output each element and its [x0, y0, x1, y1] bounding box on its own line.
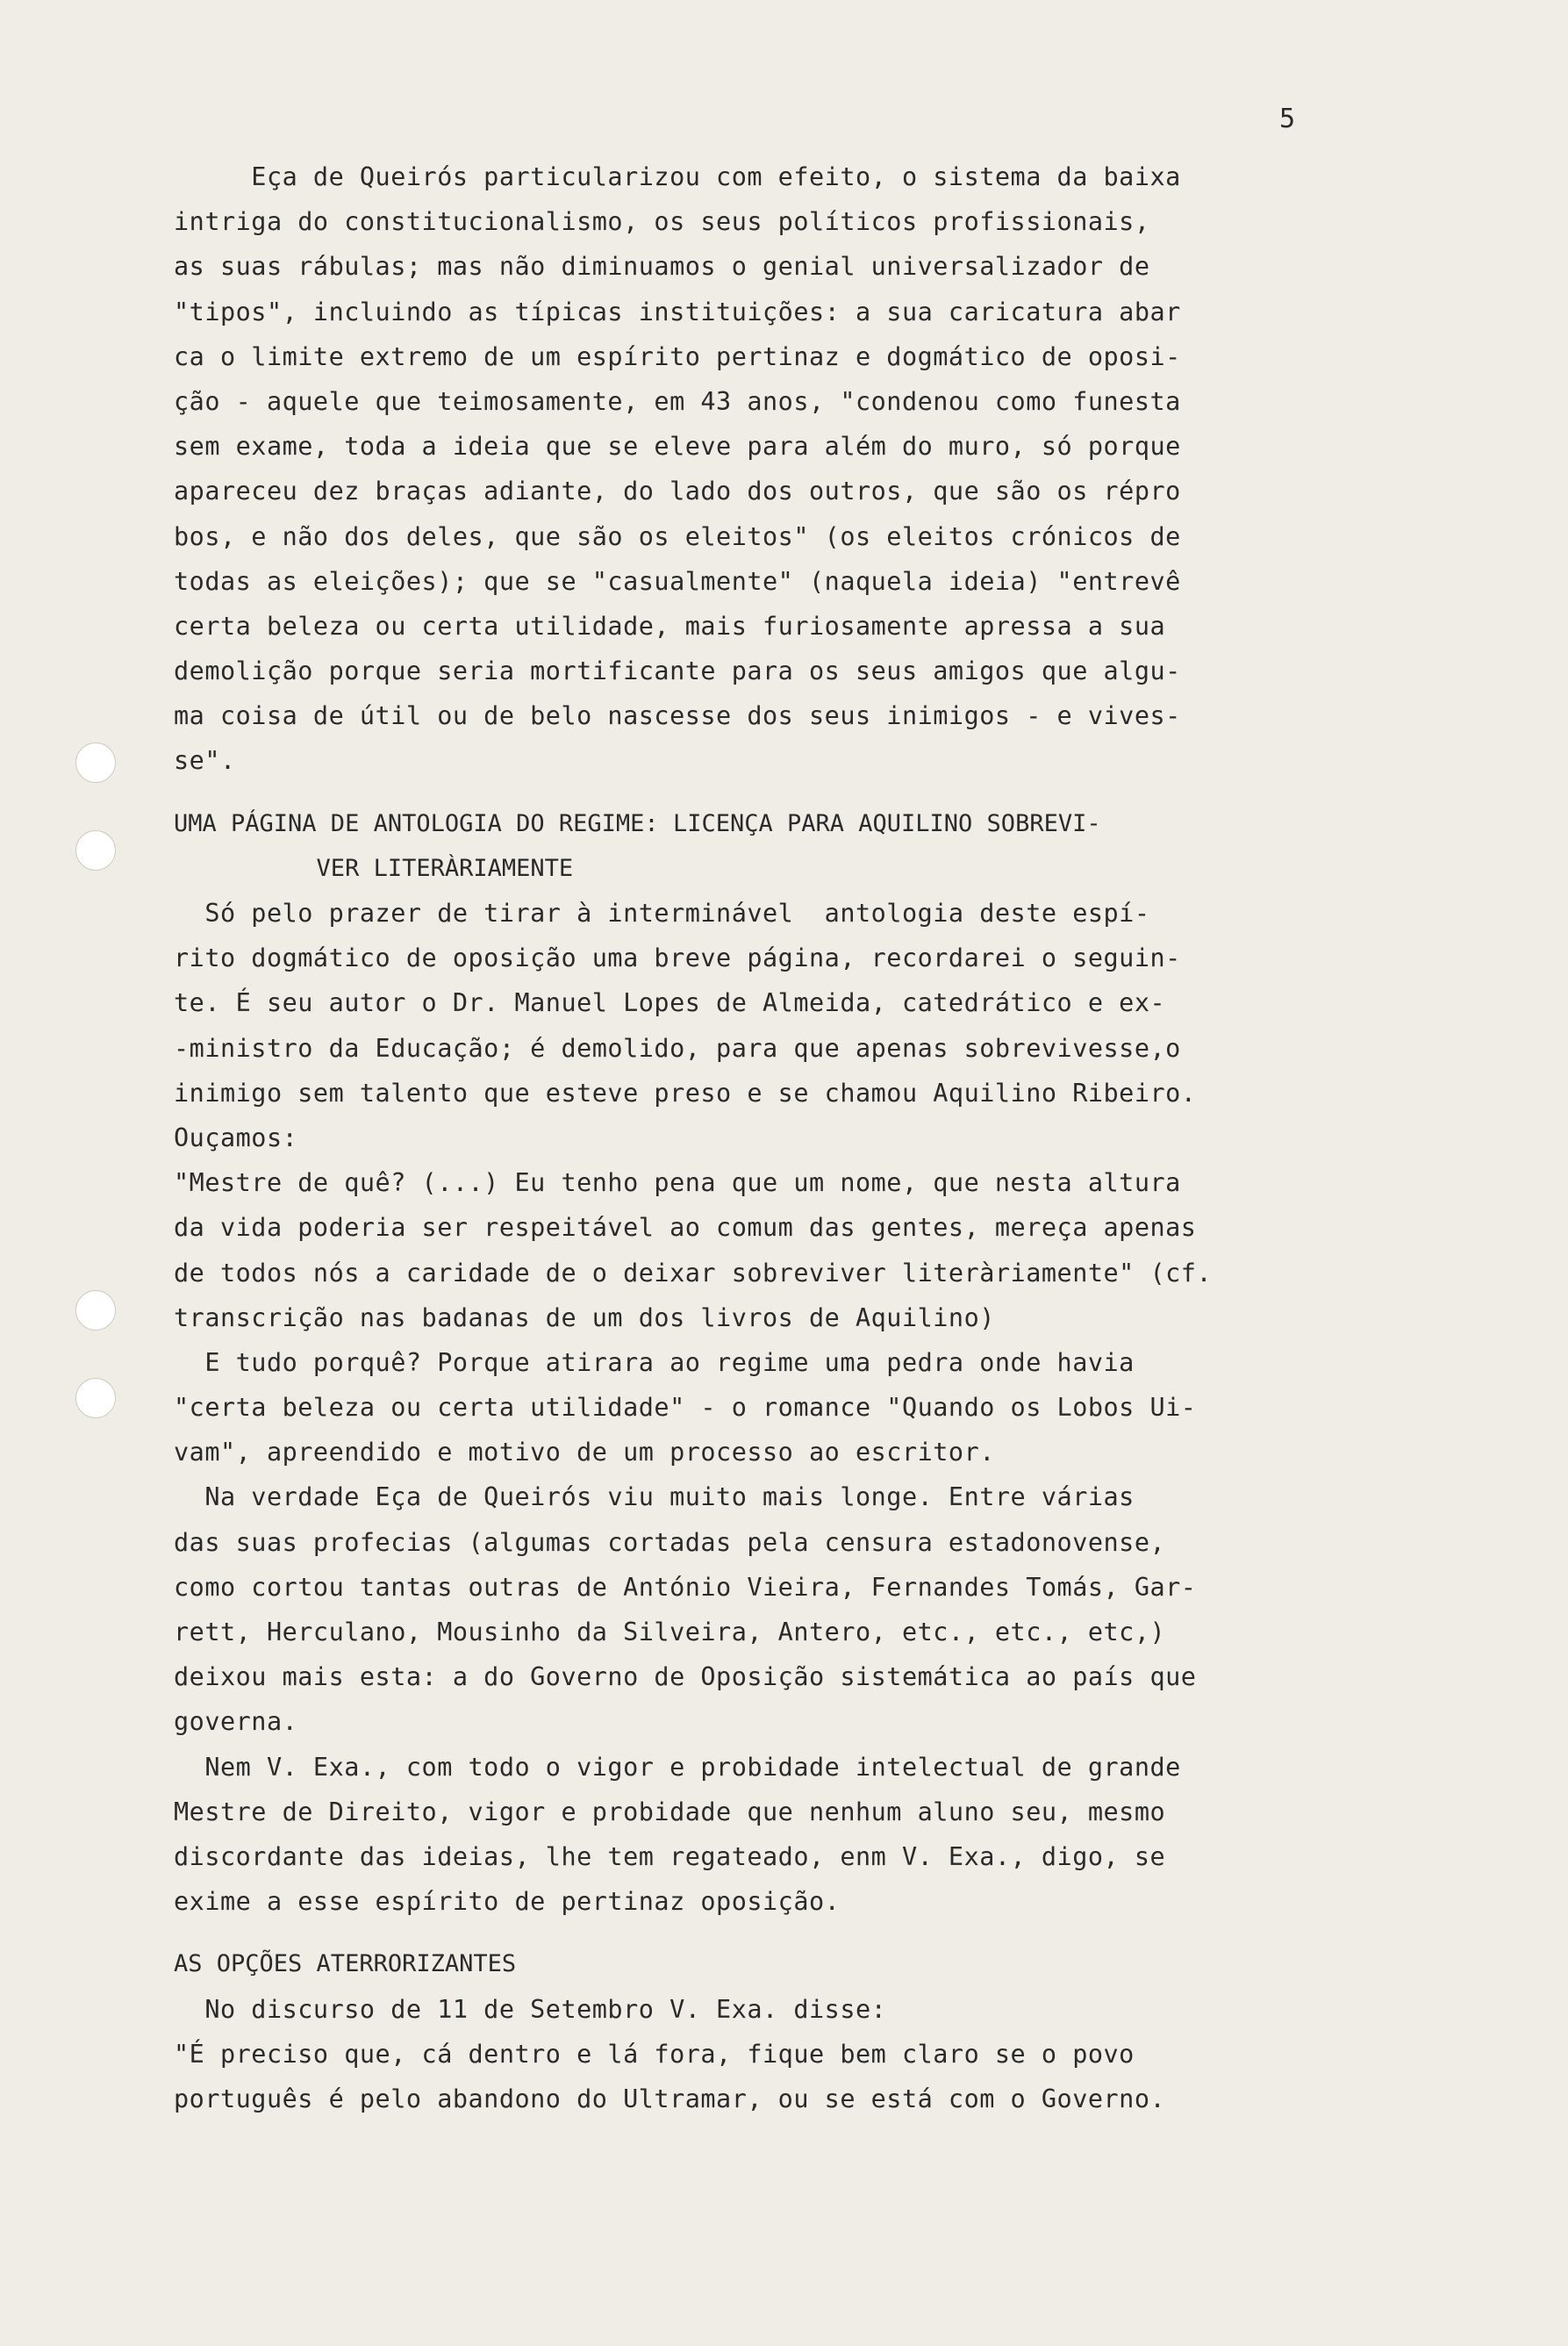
punch-hole [75, 1290, 116, 1331]
text-line: rett, Herculano, Mousinho da Silveira, Antero, etc., etc., etc,) [174, 1618, 1166, 1647]
text-line: UMA PÁGINA DE ANTOLOGIA DO REGIME: LICENÇA PARA AQUILINO SOBREVI- [174, 809, 1101, 837]
text-line: se". [174, 746, 236, 776]
paragraph-1 [174, 154, 1354, 784]
section-heading-antologia [174, 801, 1354, 891]
punch-hole [75, 1378, 116, 1418]
text-line: Eça de Queirós particularizou com efeito, o sistema da baixa [174, 162, 1181, 191]
text-line: No discurso de 11 de Setembro V. Exa. disse: [174, 1994, 887, 2024]
text-line: "É preciso que, cá dentro e lá fora, fique bem claro se o povo [174, 2039, 1135, 2069]
text-line: bos, e não dos deles, que são os eleitos" (os eleitos crónicos de [174, 521, 1181, 551]
text-line: "tipos", incluindo as típicas instituições: a sua caricatura abar [174, 297, 1181, 326]
text-line: "certa beleza ou certa utilidade" - o romance "Quando os Lobos Ui- [174, 1393, 1197, 1423]
text-line: VER LITERÀRIAMENTE [174, 854, 574, 882]
text-line: como cortou tantas outras de António Vieira, Fernandes Tomás, Gar- [174, 1572, 1197, 1602]
text-line: te. É seu autor o Dr. Manuel Lopes de Almeida, catedrático e ex- [174, 988, 1166, 1018]
text-line: rito dogmático de oposição uma breve página, recordarei o seguin- [174, 943, 1181, 973]
text-line: Ouçamos: [174, 1123, 298, 1152]
text-line: ca o limite extremo de um espírito pertinaz e dogmático de oposi- [174, 341, 1181, 371]
text-line: apareceu dez braças adiante, do lado dos outros, que são os répro [174, 477, 1181, 506]
text-line: deixou mais esta: a do Governo de Oposição sistemática ao país que [174, 1662, 1197, 1692]
text-line: demolição porque seria mortificante para os seus amigos que algu- [174, 656, 1181, 686]
text-line: vam", apreendido e motivo de um processo ao escritor. [174, 1438, 995, 1467]
typed-text [174, 154, 1354, 2121]
page-number: 5 [1279, 104, 1296, 134]
text-line: Na verdade Eça de Queirós viu muito mais longe. Entre várias [174, 1482, 1135, 1512]
text-line: discordante das ideias, lhe tem regateado, enm V. Exa., digo, se [174, 1841, 1166, 1871]
text-line: as suas rábulas; mas não diminuamos o genial universalizador de [174, 252, 1150, 282]
text-line: Só pelo prazer de tirar à interminável antologia deste espí- [174, 899, 1150, 928]
text-line: todas as eleições); que se "casualmente" (naquela ideia) "entrevê [174, 566, 1181, 596]
text-line: ma coisa de útil ou de belo nascesse dos seus inimigos - e vives- [174, 701, 1181, 731]
paragraph-2 [174, 891, 1354, 1924]
text-line: certa beleza ou certa utilidade, mais furiosamente apressa a sua [174, 611, 1166, 641]
text-line: transcrição nas badanas de um dos livros de Aquilino) [174, 1302, 995, 1332]
text-line: sem exame, toda a ideia que se eleve para além do muro, só porque [174, 432, 1181, 462]
text-line: inimigo sem talento que esteve preso e se chamou Aquilino Ribeiro. [174, 1078, 1197, 1108]
text-line: da vida poderia ser respeitável ao comum das gentes, mereça apenas [174, 1213, 1197, 1243]
text-line: "Mestre de quê? (...) Eu tenho pena que um nome, que nesta altura [174, 1168, 1181, 1198]
text-line: E tudo porquê? Porque atirara ao regime uma pedra onde havia [174, 1347, 1135, 1377]
text-line: português é pelo abandono do Ultramar, ou se está com o Governo. [174, 2084, 1166, 2113]
punch-hole [75, 830, 116, 871]
text-line: Nem V. Exa., com todo o vigor e probidade intelectual de grande [174, 1752, 1181, 1782]
text-line: ção - aquele que teimosamente, em 43 anos, "condenou como funesta [174, 386, 1181, 416]
punch-hole [75, 743, 116, 783]
text-line: Mestre de Direito, vigor e probidade que nenhum aluno seu, mesmo [174, 1797, 1166, 1826]
text-line: -ministro da Educação; é demolido, para que apenas sobrevivesse,o [174, 1033, 1181, 1063]
section-heading-opcoes: AS OPÇÕES ATERRORIZANTES [174, 1950, 517, 1978]
text-line: das suas profecias (algumas cortadas pela censura estadonovense, [174, 1527, 1166, 1557]
text-line: exime a esse espírito de pertinaz oposição. [174, 1887, 841, 1917]
text-line: governa. [174, 1707, 298, 1737]
text-line: de todos nós a caridade de o deixar sobreviver literàriamente" (cf. [174, 1258, 1213, 1288]
text-line: intriga do constitucionalismo, os seus políticos profissionais, [174, 207, 1150, 237]
paragraph-3 [174, 1987, 1354, 2122]
